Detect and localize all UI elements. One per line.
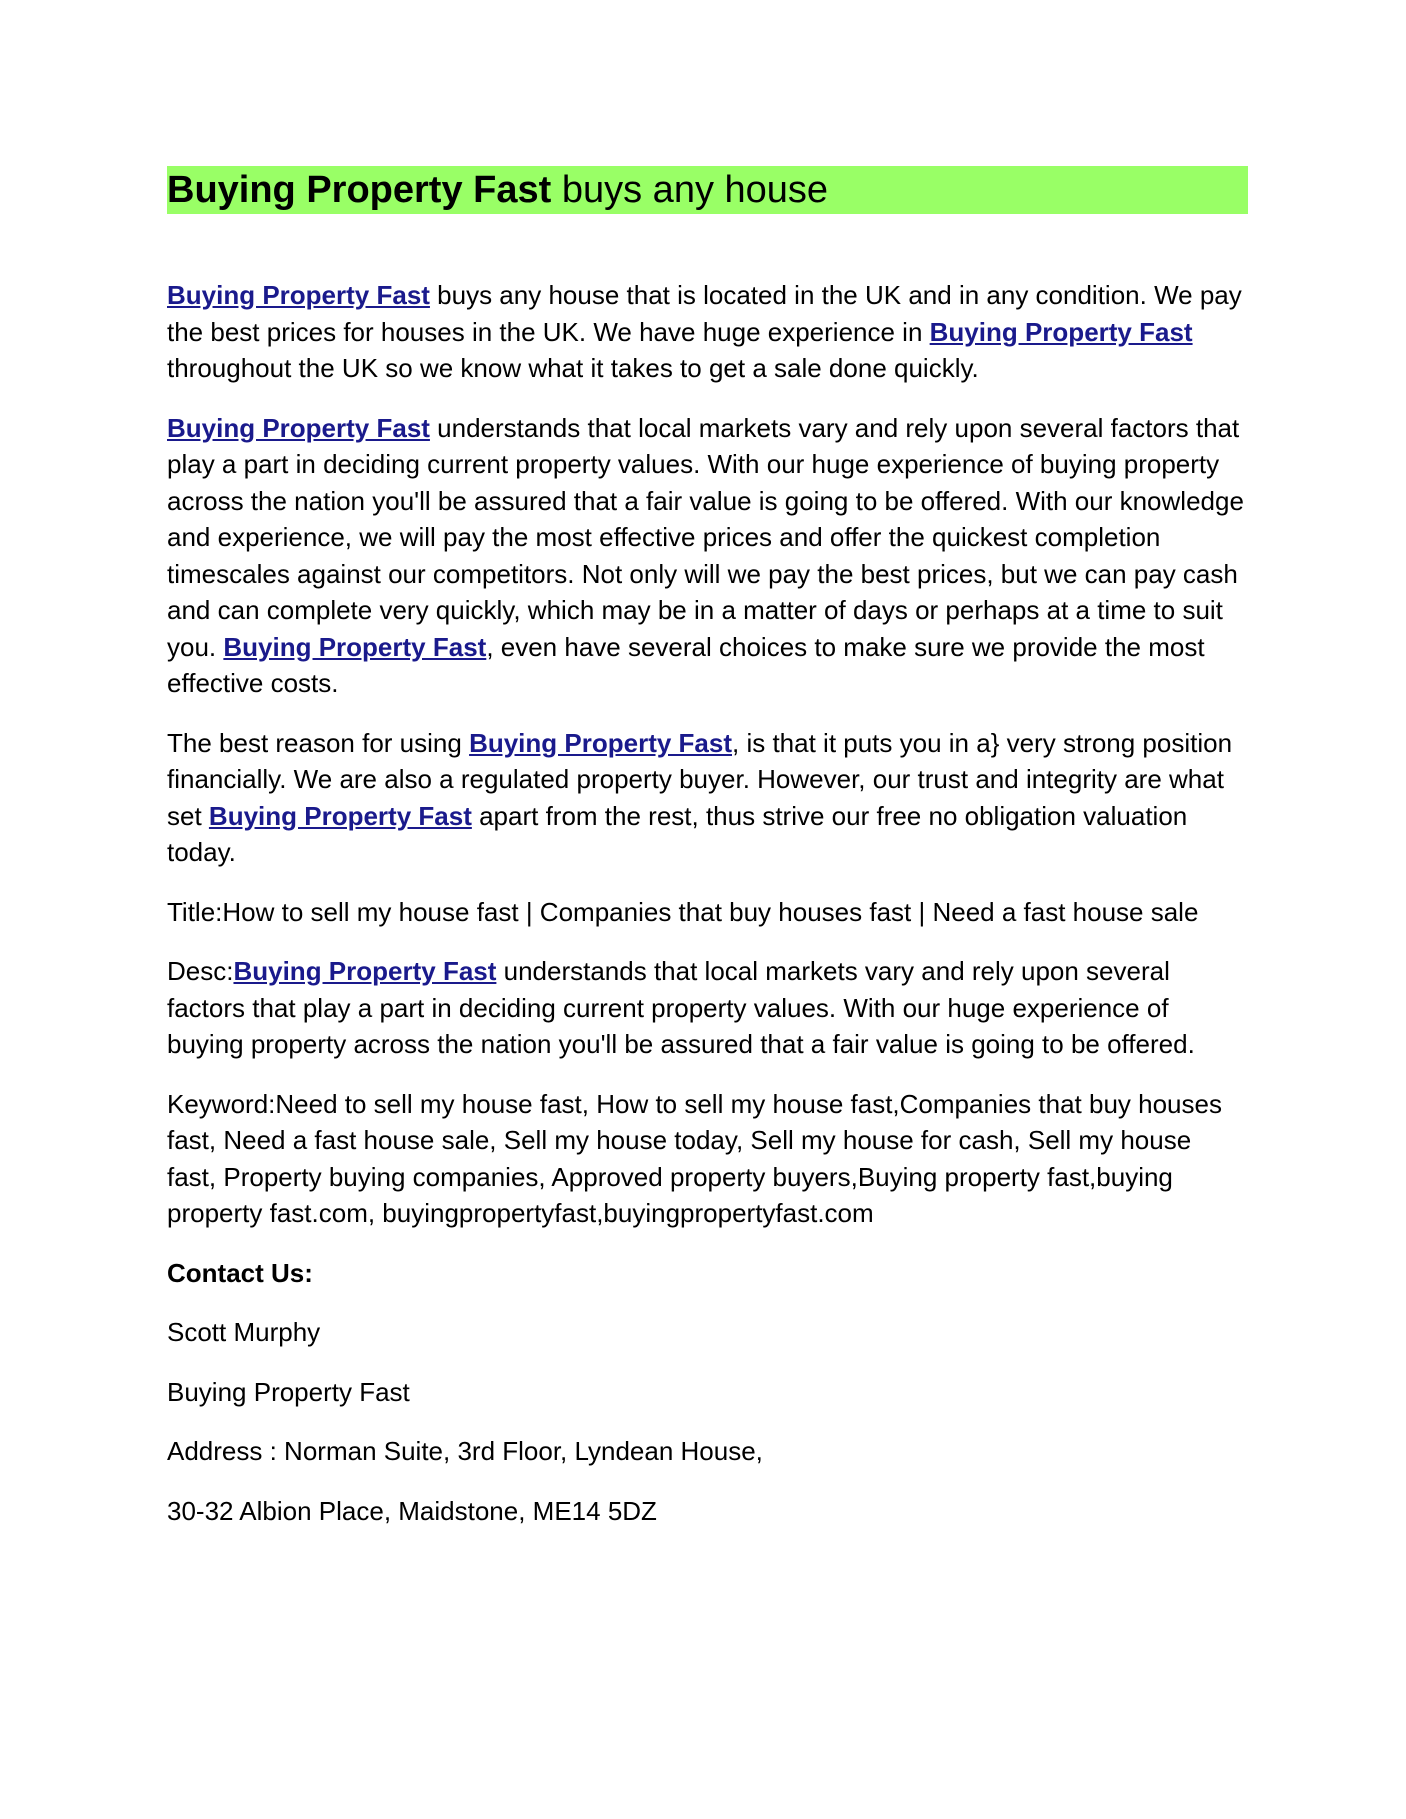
brand-link[interactable]: Buying Property Fast xyxy=(929,316,1193,347)
reason-paragraph xyxy=(167,725,1247,871)
seo-title: Title:How to sell my house fast | Companies that buy houses fast | Need a fast house sale xyxy=(167,896,1199,927)
brand-link[interactable]: Buying Property Fast xyxy=(223,631,487,662)
brand-link[interactable]: Buying Property Fast xyxy=(208,800,472,831)
seo-keywords: Keyword:Need to sell my house fast, How to sell my house fast,Companies that buy houses fast, Need a fast house sale, Sell my house today, Sell my house for cash, Sell my house fast, Property buying companies, Approved property buyers,Buying property fast,buying property fast.com, buyingpropertyfast,buyingpropertyfast.com xyxy=(167,1088,1222,1228)
reason-text-c: apart from the rest, thus strive our free no obligation valuation today. xyxy=(167,800,1188,867)
contact-company: Buying Property Fast xyxy=(167,1376,410,1407)
contact-heading: Contact Us: xyxy=(167,1257,313,1288)
intro-text-b: throughout the UK so we know what it takes to get a sale done quickly. xyxy=(167,353,979,383)
contact-address-line2: 30-32 Albion Place, Maidstone, ME14 5DZ xyxy=(167,1495,657,1526)
intro-text-a: buys any house that is located in the UK and in any condition. We pay the best prices for houses in the UK. We have huge experience in xyxy=(167,280,1242,347)
page-heading xyxy=(167,166,1248,214)
contact-name: Scott Murphy xyxy=(167,1317,321,1347)
intro-paragraph xyxy=(167,277,1247,387)
brand-link[interactable]: Buying Property Fast xyxy=(167,412,430,443)
heading-brand: Buying Property Fast xyxy=(167,169,552,211)
reason-text-b: , is that it puts you in a} very strong position financially. We are also a regulated property buyer. However, our trust and integrity are what set xyxy=(167,727,1233,831)
heading-rest: buys any house xyxy=(551,169,829,211)
seo-description xyxy=(167,953,1247,1063)
desc-text: understands that local markets vary and rely upon several factors that play a part in deciding current property values. With our huge experience of buying property across the nation you'll be assured that a fair value is going to be offered. xyxy=(167,956,1195,1059)
brand-link[interactable]: Buying Property Fast xyxy=(233,956,497,986)
brand-link[interactable]: Buying Property Fast xyxy=(469,727,732,758)
markets-text-a: understands that local markets vary and rely upon several factors that play a part in deciding current property values. With our huge experience of buying property across the nation you'll be assured that a fair value is going to be offered. With our knowledge and experience, we will pay the most effective prices and offer the quickest completion timescales against our competitors. Not only will we pay the best prices, but we can pay cash and can complete very quickly, which may be in a matter of days or perhaps at a time to suit you. xyxy=(167,412,1244,662)
reason-text-a: The best reason for using xyxy=(167,727,470,758)
markets-text-b: , even have several choices to make sure we provide the most effective costs. xyxy=(167,631,1205,698)
brand-link[interactable]: Buying Property Fast xyxy=(167,280,430,310)
contact-address-line1: Address : Norman Suite, 3rd Floor, Lyndean House, xyxy=(167,1436,763,1466)
markets-paragraph xyxy=(167,410,1247,702)
desc-prefix: Desc: xyxy=(167,956,234,986)
document-body xyxy=(167,277,1247,1552)
